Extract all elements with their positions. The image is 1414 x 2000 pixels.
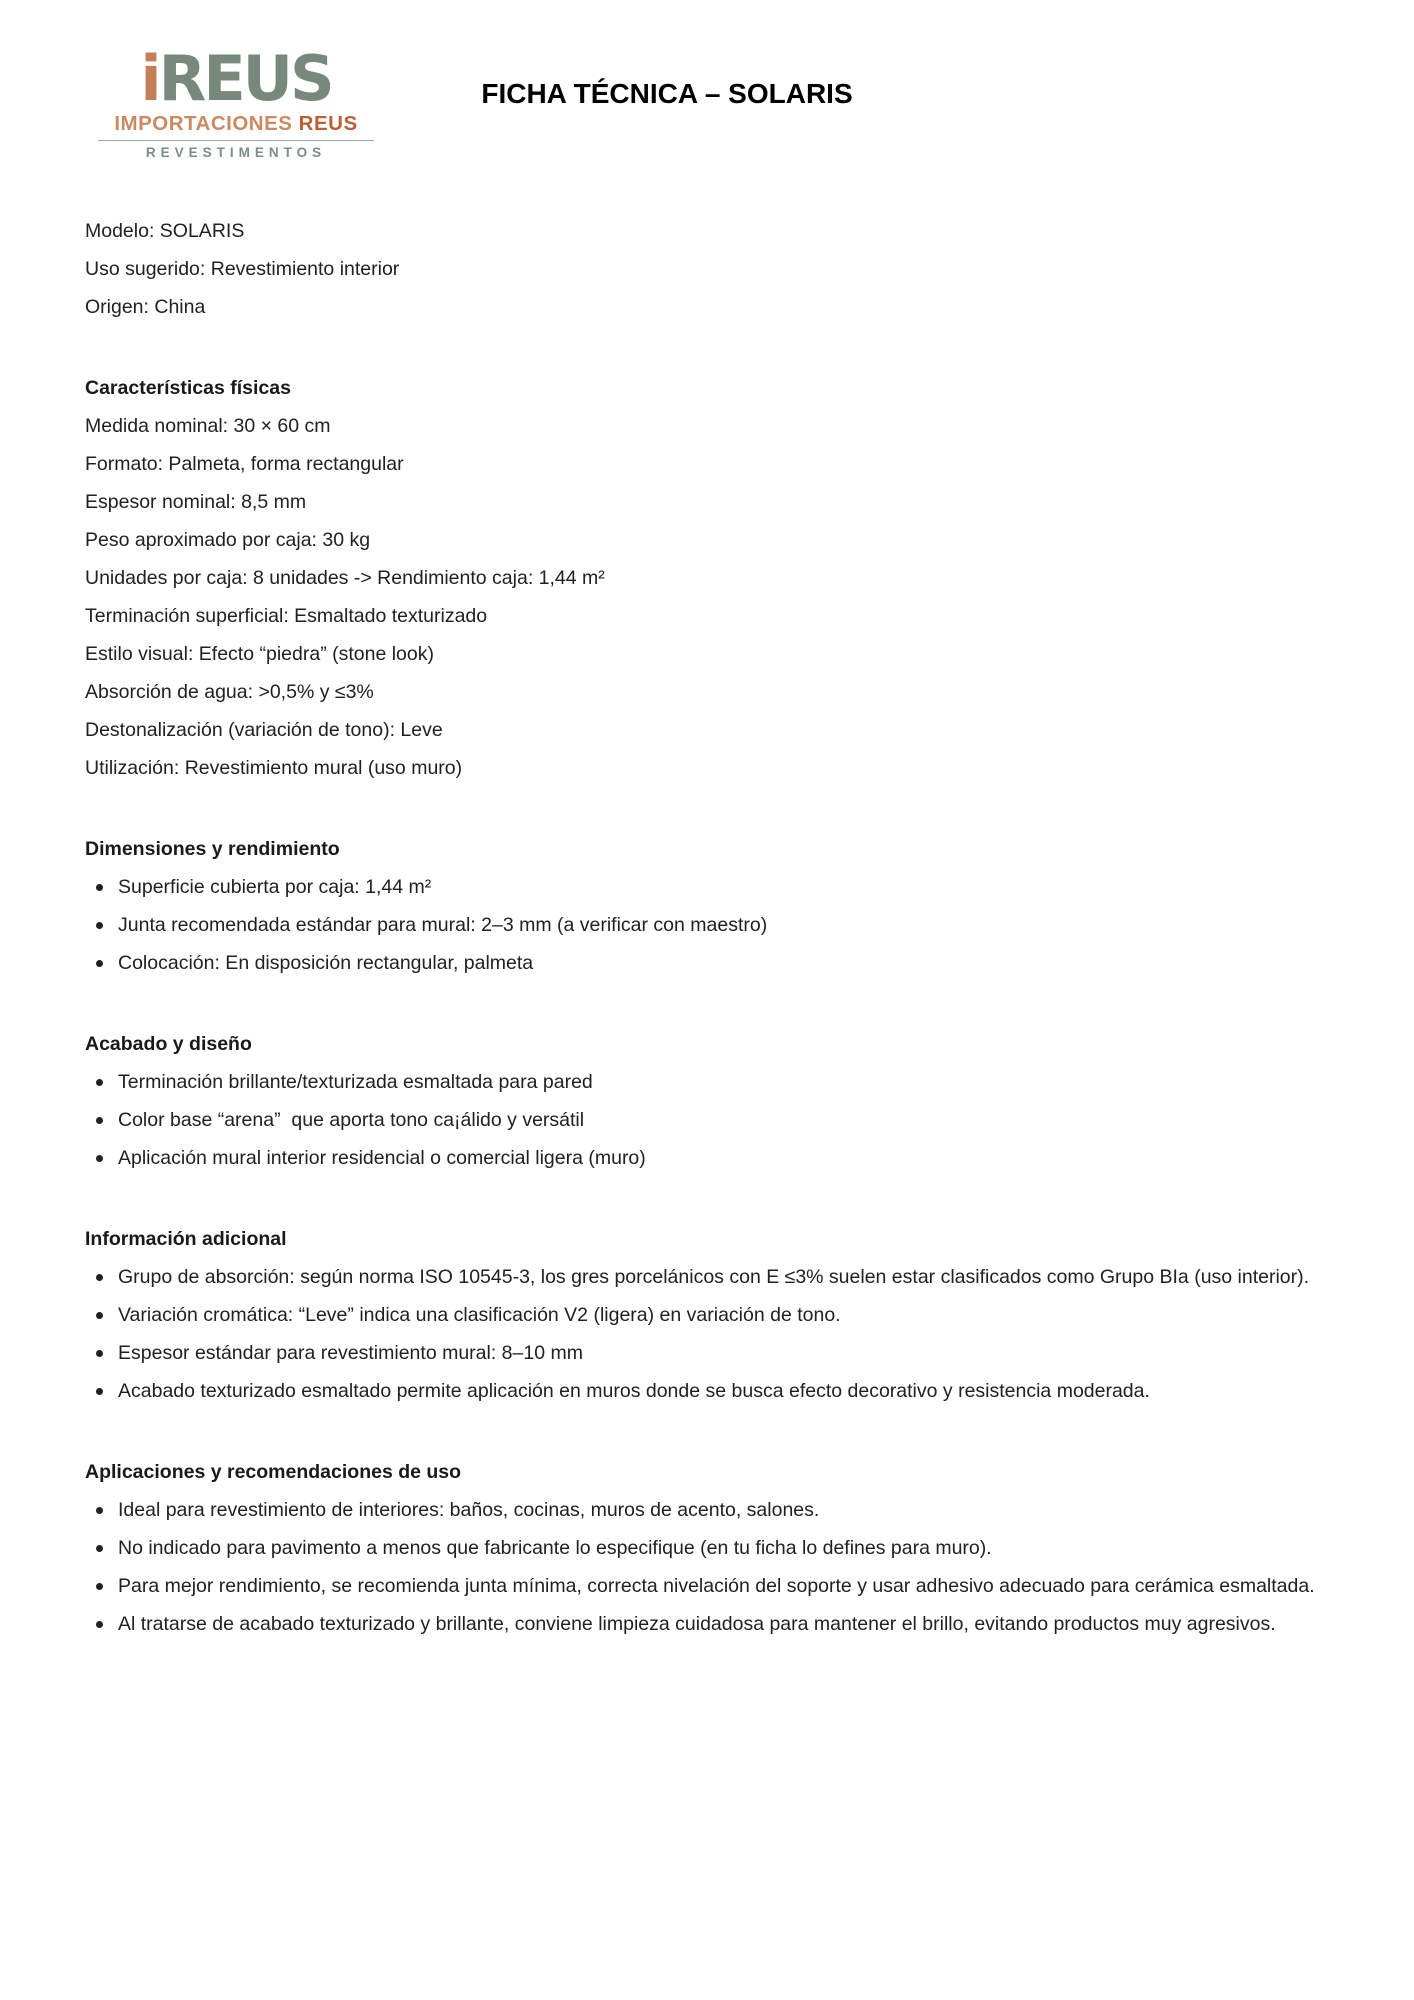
bullet-icon <box>96 1079 103 1086</box>
list-item-text: Al tratarse de acabado texturizado y brillante, conviene limpieza cuidadosa para mantener el brillo, evitando productos muy agresivos. <box>118 1613 1276 1635</box>
list-item <box>85 1296 1330 1334</box>
spec-line: Destonalización (variación de tono): Leve <box>85 719 443 741</box>
bullet-list <box>85 1491 1330 1643</box>
section-heading: Dimensiones y rendimiento <box>85 838 340 860</box>
intro-line-origen: Origen: China <box>85 296 206 318</box>
bullet-icon <box>96 960 103 967</box>
spec-line: Absorción de agua: >0,5% y ≤3% <box>85 681 374 703</box>
list-item <box>85 1139 1330 1177</box>
list-item <box>85 1567 1330 1605</box>
bullet-icon <box>96 1388 103 1395</box>
list-item <box>85 1334 1330 1372</box>
document-header <box>0 0 1414 172</box>
bullet-icon <box>96 1312 103 1319</box>
bullet-icon <box>96 1545 103 1552</box>
list-item-text: Grupo de absorción: según norma ISO 10545-3, los gres porcelánicos con E ≤3% suelen estar clasificados como Grupo BIa (uso interior). <box>118 1266 1310 1288</box>
list-item-text: Acabado texturizado esmaltado permite aplicación en muros donde se busca efecto decorativo y resistencia moderada. <box>118 1380 1150 1402</box>
spec-line: Terminación superficial: Esmaltado texturizado <box>85 605 488 627</box>
page-title: FICHA TÉCNICA – SOLARIS <box>481 78 853 109</box>
list-item <box>85 1605 1330 1643</box>
list-item-text: Colocación: En disposición rectangular, palmeta <box>118 952 534 974</box>
list-item-text: Terminación brillante/texturizada esmaltada para pared <box>118 1071 593 1093</box>
logo-subtitle-importaciones: IMPORTACIONES <box>114 112 293 135</box>
list-item-text: Junta recomendada estándar para mural: 2–3 mm (a verificar con maestro) <box>118 914 768 936</box>
section-informacion-adicional <box>85 1220 1330 1410</box>
list-item <box>85 1491 1330 1529</box>
bullet-icon <box>96 1621 103 1628</box>
bullet-icon <box>96 1274 103 1281</box>
spec-line: Formato: Palmeta, forma rectangular <box>85 453 404 475</box>
list-item-text: Espesor estándar para revestimiento mural: 8–10 mm <box>118 1342 583 1364</box>
logo-wordmark <box>86 42 386 115</box>
list-item <box>85 1258 1330 1296</box>
logo-subtitle-reus: REUS <box>298 112 358 135</box>
bullet-list <box>85 1063 1330 1177</box>
intro-line-modelo: Modelo: SOLARIS <box>85 220 245 242</box>
logo-letters-reus: REUS <box>158 42 332 115</box>
spec-line: Unidades por caja: 8 unidades -> Rendimiento caja: 1,44 m² <box>85 567 605 589</box>
bullet-icon <box>96 1507 103 1514</box>
list-item-text: Para mejor rendimiento, se recomienda junta mínima, correcta nivelación del soporte y usar adhesivo adecuado para cerámica esmaltada. <box>118 1575 1315 1597</box>
document-content <box>0 212 1414 1643</box>
spec-line: Peso aproximado por caja: 30 kg <box>85 529 371 551</box>
section-heading: Acabado y diseño <box>85 1033 252 1055</box>
section-caracteristicas-fisicas <box>85 369 1330 787</box>
logo-letter-i: i <box>140 42 159 115</box>
logo-divider-line <box>98 140 374 141</box>
bullet-icon <box>96 1583 103 1590</box>
list-item <box>85 1529 1330 1567</box>
spec-line: Estilo visual: Efecto “piedra” (stone look) <box>85 643 434 665</box>
bullet-icon <box>96 922 103 929</box>
intro-block <box>85 212 1330 326</box>
list-item <box>85 1101 1330 1139</box>
bullet-icon <box>96 1350 103 1357</box>
list-item-text: Variación cromática: “Leve” indica una clasificación V2 (ligera) en variación de tono. <box>118 1304 841 1326</box>
logo-subtitle <box>86 112 386 136</box>
logo-tagline: REVESTIMENTOS <box>145 145 327 160</box>
company-logo <box>86 42 386 160</box>
list-item-text: Superficie cubierta por caja: 1,44 m² <box>118 876 432 898</box>
spec-line: Utilización: Revestimiento mural (uso muro) <box>85 757 463 779</box>
list-item-text: No indicado para pavimento a menos que fabricante lo especifique (en tu ficha lo defines para muro). <box>118 1537 992 1559</box>
section-dimensiones-rendimiento <box>85 830 1330 982</box>
bullet-list <box>85 1258 1330 1410</box>
bullet-icon <box>96 1155 103 1162</box>
section-heading: Características físicas <box>85 377 291 399</box>
list-item <box>85 868 1330 906</box>
spec-line: Medida nominal: 30 × 60 cm <box>85 415 331 437</box>
section-heading: Información adicional <box>85 1228 287 1250</box>
bullet-list <box>85 868 1330 982</box>
list-item-text: Aplicación mural interior residencial o comercial ligera (muro) <box>118 1147 646 1169</box>
section-acabado-diseno <box>85 1025 1330 1177</box>
list-item-text: Color base “arena” que aporta tono ca¡álido y versátil <box>118 1109 585 1131</box>
list-item <box>85 1063 1330 1101</box>
list-item <box>85 944 1330 982</box>
bullet-icon <box>96 884 103 891</box>
bullet-icon <box>96 1117 103 1124</box>
list-item <box>85 1372 1330 1410</box>
list-item-text: Ideal para revestimiento de interiores: baños, cocinas, muros de acento, salones. <box>118 1499 820 1521</box>
section-heading: Aplicaciones y recomendaciones de uso <box>85 1461 462 1483</box>
list-item <box>85 906 1330 944</box>
spec-line: Espesor nominal: 8,5 mm <box>85 491 307 513</box>
section-aplicaciones-recomendaciones <box>85 1453 1330 1643</box>
intro-line-uso: Uso sugerido: Revestimiento interior <box>85 258 400 280</box>
